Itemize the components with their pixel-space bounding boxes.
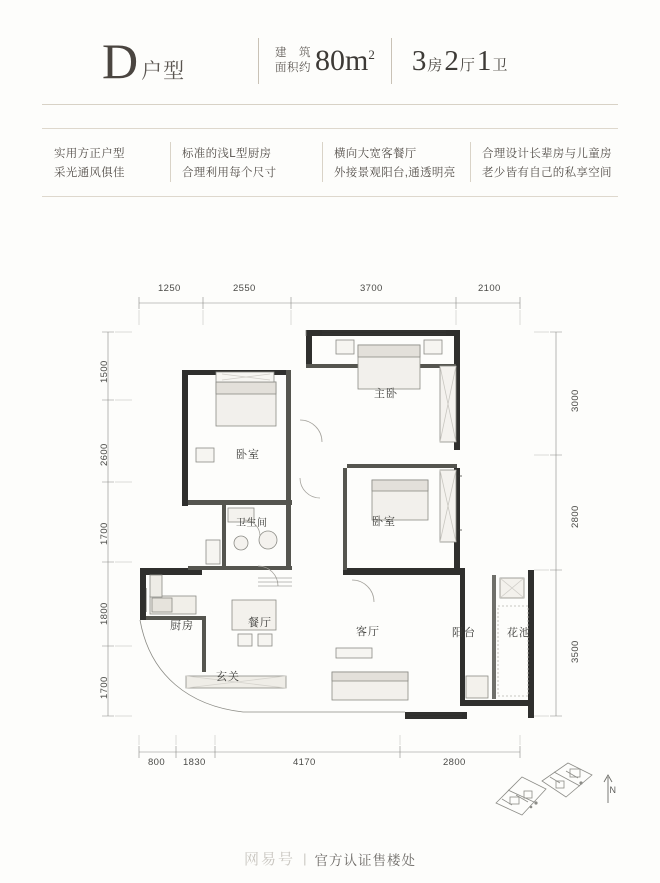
room-label-entry: 玄关 [216, 671, 240, 683]
dim-left: 2600 [99, 443, 110, 466]
room-label-dining: 餐厅 [248, 617, 272, 629]
bath-count: 1 [476, 44, 492, 77]
unit-type-word: 户型 [141, 60, 186, 83]
north-label: N [609, 785, 616, 795]
room-label-living: 客厅 [356, 626, 380, 638]
bedroom-unit: 房 [427, 56, 443, 74]
room-label-balcony: 阳台 [452, 627, 476, 639]
feature-line: 采光通风俱佳 [54, 167, 125, 179]
feature-line: 合理设计长辈房与儿童房 [482, 148, 612, 160]
living-unit: 厅 [459, 56, 475, 74]
room-label-master-bedroom: 主卧 [374, 388, 398, 400]
dim-top: 2100 [478, 283, 501, 294]
dim-bottom: 2800 [443, 757, 466, 768]
watermark-text: 网易号 [244, 852, 296, 868]
feature-line: 外接景观阳台,通透明亮 [334, 167, 456, 179]
feature-line: 标准的浅L型厨房 [182, 148, 272, 160]
room-label-planter: 花池 [507, 627, 531, 639]
room-label-bedroom-2: 卧室 [372, 516, 396, 528]
area-label-line2: 面积约 [275, 62, 311, 74]
dim-right: 3000 [570, 389, 581, 412]
feature-line: 横向大宽客餐厅 [334, 148, 417, 160]
dim-right: 2800 [570, 505, 581, 528]
dim-top: 1250 [158, 283, 181, 294]
dim-left: 1700 [99, 522, 110, 545]
site-key-plan [488, 759, 618, 827]
footer-separator: | [303, 851, 307, 866]
dim-top: 3700 [360, 283, 383, 294]
area-unit-exponent: 2 [368, 47, 375, 62]
feature-line: 老少皆有自己的私享空间 [482, 167, 612, 179]
compass-block [488, 759, 618, 827]
dim-bottom: 800 [148, 757, 166, 768]
area-number: 80m [315, 44, 369, 77]
bedroom-count: 3 [411, 44, 427, 77]
room-label-kitchen: 厨房 [170, 620, 194, 632]
bath-unit: 卫 [492, 56, 508, 74]
footer-text: 官方认证售楼处 [314, 852, 416, 868]
room-label-bathroom: 卫生间 [236, 518, 268, 529]
fixtures [140, 330, 528, 717]
footer [0, 848, 660, 869]
dim-right: 3500 [570, 640, 581, 663]
dim-top: 2550 [233, 283, 256, 294]
feature-line: 合理利用每个尺寸 [182, 167, 277, 179]
room-label-bedroom-1: 卧室 [236, 449, 260, 461]
feature-line: 实用方正户型 [54, 148, 125, 160]
dim-bottom: 4170 [293, 757, 316, 768]
hatch [258, 578, 292, 586]
dim-left: 1800 [99, 602, 110, 625]
walls [140, 330, 534, 719]
dim-bottom: 1830 [183, 757, 206, 768]
unit-type-letter: D [102, 33, 139, 89]
living-count: 2 [444, 44, 459, 77]
area-label-line1: 建 筑 [275, 47, 311, 59]
dim-left: 1500 [99, 360, 110, 383]
dim-left: 1700 [99, 676, 110, 699]
